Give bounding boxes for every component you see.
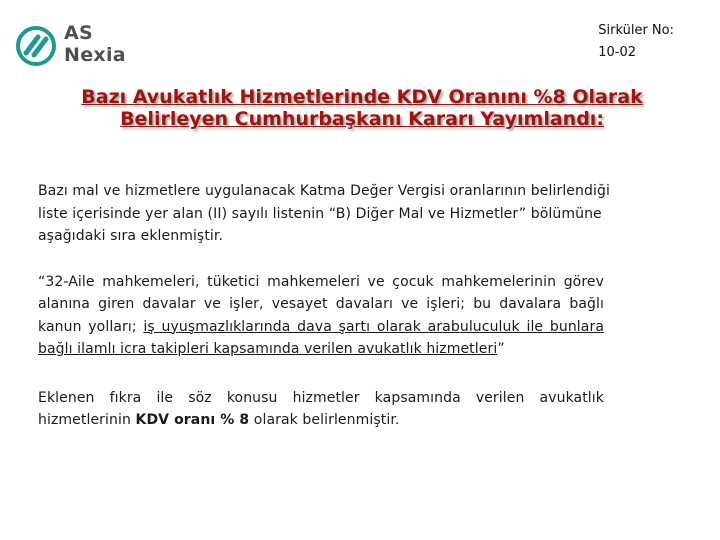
title-line-1: Bazı Avukatlık Hizmetlerinde KDV Oranını %8 Olarak — [81, 86, 643, 108]
title-line-2: Belirleyen Cumhurbaşkanı Kararı Yayımlandı: — [120, 108, 604, 130]
logo-line-1: AS — [64, 22, 93, 44]
circular-number-block — [598, 20, 674, 64]
intro-paragraph: Bazı mal ve hizmetlere uygulanacak Katma Değer Vergisi oranlarının belirlendiği liste içerisinde yer alan (II) sayılı listenin “B) Diğer Mal ve Hizmetler” bölümüne aşağıdaki sıra eklenmiştir. — [38, 183, 610, 244]
as-nexia-logo — [16, 22, 136, 72]
circular-label: Sirküler No: — [598, 23, 674, 38]
logo-line-2: Nexia — [64, 44, 126, 66]
closing-paragraph — [38, 387, 604, 432]
quote-closing-mark: ” — [497, 340, 505, 357]
quote-text: “32-Aile mahkemeleri, tüketici mahkemeleri ve çocuk mahkemelerinin görev alanına giren davalar ve işler, vesayet davaları ve işleri; bu davalara bağlı kanun yolları; — [38, 274, 604, 335]
circular-number: 10-02 — [598, 45, 637, 60]
vat-rate-highlight: KDV oranı % 8 — [135, 412, 250, 429]
closing-text-end: olarak belirlenmiştir. — [249, 412, 400, 429]
closing-text: Eklenen fıkra ile söz konusu hizmetler kapsamında verilen avukatlık hizmetlerinin — [38, 390, 604, 429]
quote-underlined-text: iş uyuşmazlıklarında dava şartı olarak arabuluculuk ile bunlara bağlı ilamlı icra takipleri kapsamında verilen avukatlık hizmetleri — [38, 318, 605, 357]
nexia-logo-mark-icon — [16, 26, 56, 66]
document-title — [30, 86, 694, 130]
logo-wordmark — [64, 22, 126, 66]
quoted-list-item — [38, 271, 604, 360]
